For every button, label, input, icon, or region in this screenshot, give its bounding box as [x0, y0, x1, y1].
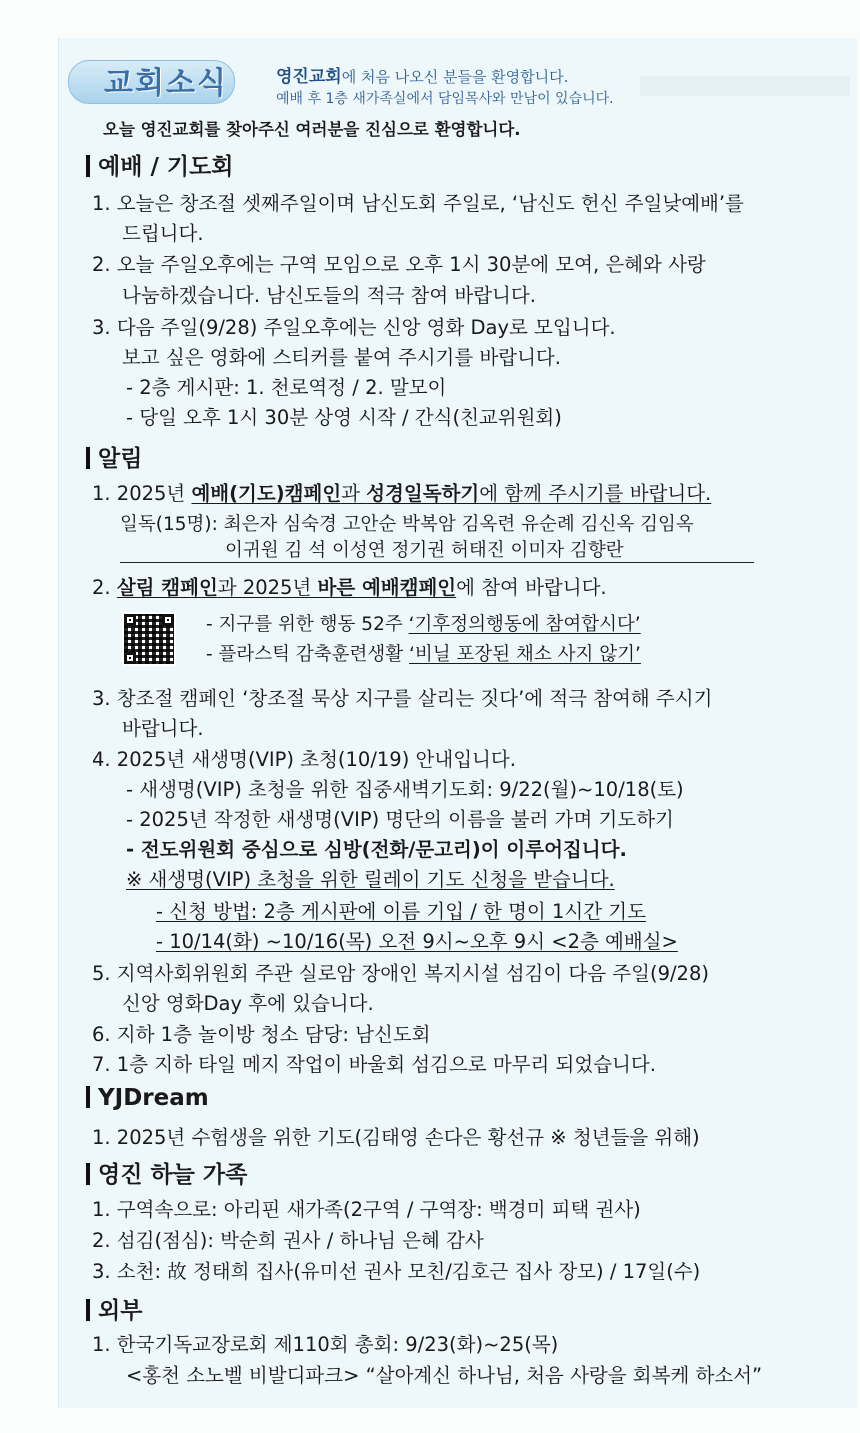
family-item-2: 2. 섬김(점심): 박순희 권사 / 하나님 은혜 감사 — [92, 1229, 484, 1252]
campaign-line-1: - 지구를 위한 행동 52주 ‘기후정의행동에 참여합시다’ — [206, 614, 641, 635]
section-title-external: 외부 — [86, 1292, 142, 1325]
welcome-text: 에 처음 나오신 분들을 환영합니다. — [341, 68, 569, 86]
divider — [120, 562, 754, 563]
notice-item-5: 5. 지역사회위원회 주관 실로암 장애인 복지시설 섬김이 다음 주일(9/28) — [92, 962, 709, 985]
church-name: 영진교회 — [276, 67, 342, 87]
external-item-1: 1. 한국기독교장로회 제110회 총회: 9/23(화)~25(목) — [92, 1333, 559, 1356]
section-title-worship: 예배 / 기도회 — [86, 148, 234, 181]
notice-item-1: 1. 2025년 예배(기도)캠페인과 성경일독하기에 함께 주시기를 바랍니다. — [92, 482, 712, 505]
logo-text: 교회소식 — [104, 66, 228, 101]
readers-line-2: 이귀원 김 석 이성연 정기권 허태진 이미자 김향란 — [225, 540, 624, 561]
welcome-line-1 — [276, 62, 568, 87]
notice-item-2: 2. 살림 캠페인과 2025년 바른 예배캠페인에 참여 바랍니다. — [92, 576, 607, 599]
section-title-family: 영진 하늘 가족 — [86, 1156, 247, 1189]
qr-code-icon — [122, 612, 176, 666]
worship-line: 3. 다음 주일(9/28) 주일오후에는 신앙 영화 Day로 모입니다. — [92, 316, 616, 339]
worship-line: 드립니다. — [122, 222, 204, 245]
yjdream-item-1: 1. 2025년 수험생을 위한 기도(김태영 손다은 황선규 ※ 청년들을 위해) — [92, 1126, 700, 1149]
notice-item-4-sub: - 전도위원회 중심으로 심방(전화/문고리)이 이루어집니다. — [126, 838, 627, 861]
worship-line: 나눔하겠습니다. 남신도들의 적극 참여 바랍니다. — [122, 284, 536, 307]
section-title-notices: 알림 — [86, 440, 142, 473]
welcome-line-2: 예배 후 1층 새가족실에서 담임목사와 만남이 있습니다. — [276, 91, 614, 107]
notice-item-4-sub: - 신청 방법: 2층 게시판에 이름 기입 / 한 명이 1시간 기도 — [156, 900, 646, 923]
readers-line-1: 일독(15명): 최은자 심숙경 고안순 박복암 김옥련 유순례 김신옥 김임옥 — [120, 514, 694, 535]
worship-line: 1. 오늘은 창조절 셋째주일이며 남신도회 주일로, ‘남신도 헌신 주일낮예배’를 — [92, 192, 744, 215]
notice-item-4-sub: - 10/14(화) ~10/16(목) 오전 9시~오후 9시 <2층 예배실> — [156, 930, 678, 953]
section-title-yjdream: YJDream — [86, 1085, 209, 1111]
notice-item-3: 3. 창조절 캠페인 ‘창조절 묵상 지구를 살리는 짓다’에 적극 참여해 주시기 — [92, 687, 713, 710]
family-item-3: 3. 소천: 故 정태희 집사(유미선 권사 모친/김호근 집사 장모) / 17일(수) — [92, 1260, 701, 1283]
notice-item-4: 4. 2025년 새생명(VIP) 초청(10/19) 안내입니다. — [92, 748, 516, 771]
worship-line: - 당일 오후 1시 30분 상영 시작 / 간식(친교위원회) — [126, 406, 562, 429]
worship-line: 보고 싶은 영화에 스티커를 붙여 주시기를 바랍니다. — [122, 346, 561, 369]
notice-item-7: 7. 1층 지하 타일 메지 작업이 바울회 섬김으로 마무리 되었습니다. — [92, 1053, 656, 1076]
family-item-1: 1. 구역속으로: 아리핀 새가족(2구역 / 구역장: 백경미 피택 권사) — [92, 1198, 641, 1221]
notice-item-5-cont: 신앙 영화Day 후에 있습니다. — [122, 992, 374, 1015]
notice-item-3-cont: 바랍니다. — [122, 717, 204, 740]
intro-text: 오늘 영진교회를 찾아주신 여러분을 진심으로 환영합니다. — [103, 120, 521, 139]
bleed-through-band — [640, 76, 850, 96]
notice-item-6: 6. 지하 1층 놀이방 청소 담당: 남신도회 — [92, 1023, 431, 1046]
notice-item-4-sub: ※ 새생명(VIP) 초청을 위한 릴레이 기도 신청을 받습니다. — [126, 868, 615, 891]
worship-line: - 2층 게시판: 1. 천로역정 / 2. 말모이 — [126, 376, 447, 399]
notice-item-4-sub: - 2025년 작정한 새생명(VIP) 명단의 이름을 불러 가며 기도하기 — [126, 808, 674, 831]
campaign-line-2: - 플라스틱 감축훈련생활 ‘비닐 포장된 채소 사지 않기’ — [206, 644, 641, 665]
worship-line: 2. 오늘 주일오후에는 구역 모임으로 오후 1시 30분에 모여, 은혜와 사랑 — [92, 253, 706, 276]
external-item-1-sub: <홍천 소노벨 비발디파크> “살아계신 하나님, 처음 사랑을 회복케 하소서” — [126, 1364, 763, 1387]
notice-item-4-sub: - 새생명(VIP) 초청을 위한 집중새벽기도회: 9/22(월)~10/18(토) — [126, 778, 684, 801]
